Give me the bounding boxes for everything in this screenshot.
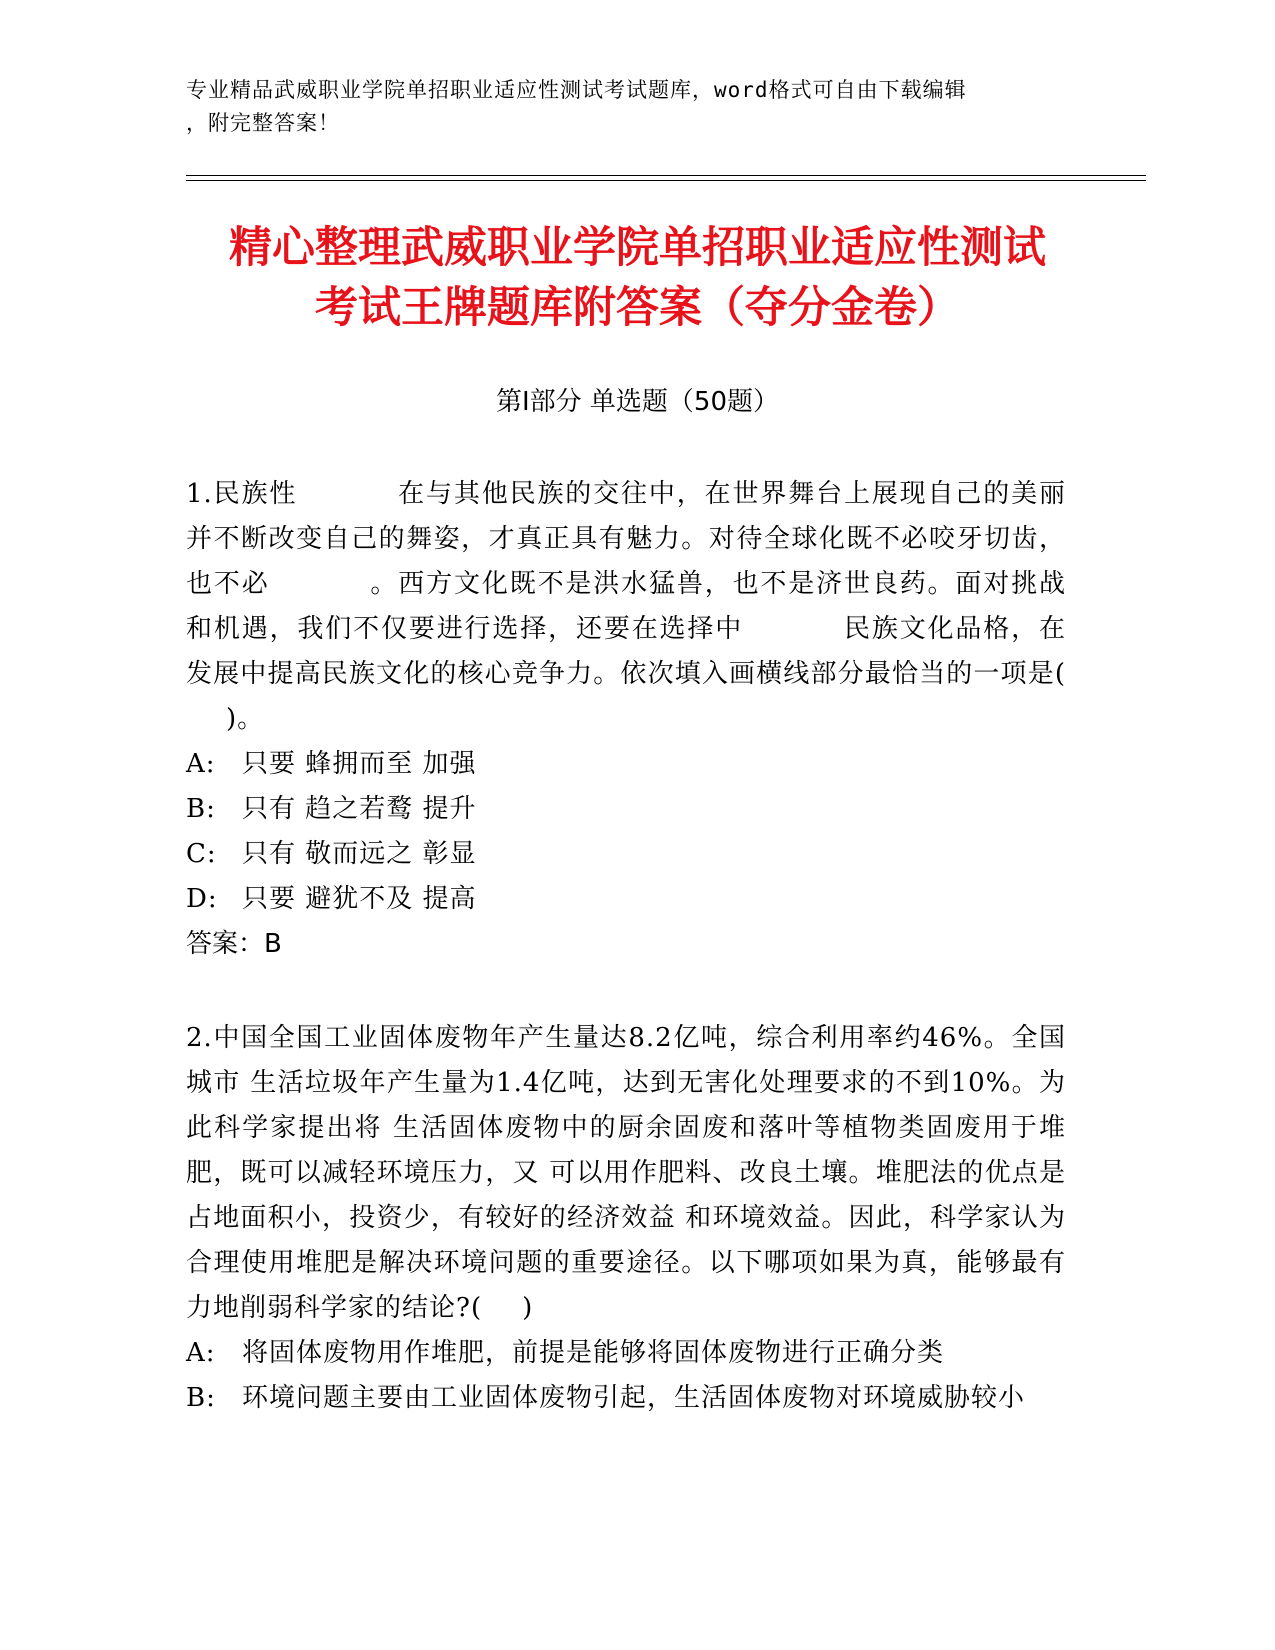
option-text: 只要 蜂拥而至 加强	[242, 749, 477, 779]
question-1-stem-part-5: )。	[226, 704, 265, 734]
option-text: 只要 避犹不及 提高	[242, 884, 477, 914]
document-title-line-1: 精心整理武威职业学院单招职业适应性测试	[229, 223, 1046, 273]
header-note	[186, 74, 1066, 140]
question-2-option-a	[186, 1331, 1066, 1376]
question-1-stem-part-2: 在与其他民族的交往中，在世界舞台上展现自己的美丽并不断改变自己的舞姿，才真正具有魅力。对待全球化既不必咬牙切齿，也不必	[186, 479, 1066, 599]
question-2-stem	[186, 1016, 1066, 1331]
section-title: 第Ⅰ部分 单选题（50题）	[495, 387, 780, 417]
header-rule-bottom	[186, 180, 1146, 181]
question-1-option-c	[186, 832, 1066, 877]
question-2-option-b	[186, 1376, 1066, 1421]
header-note-line-1: 专业精品武威职业学院单招职业适应性测试考试题库，word格式可自由下载编辑	[186, 78, 967, 102]
document-title	[160, 218, 1115, 338]
option-text: 将固体废物用作堆肥，前提是能够将固体废物进行正确分类	[242, 1338, 945, 1368]
header-rule-top	[186, 175, 1146, 176]
question-1-option-d	[186, 877, 1066, 922]
header-note-line-2: ，附完整答案！	[186, 111, 340, 135]
question-2-stem-part-2: )	[522, 1293, 534, 1323]
option-key: B:	[186, 794, 216, 824]
question-1-answer: 答案：B	[186, 929, 282, 959]
question-1-stem	[186, 472, 1066, 742]
option-text: 只有 敬而远之 彰显	[242, 839, 477, 869]
option-key: D:	[186, 884, 218, 914]
question-1-stem-part-1: 1.民族性	[186, 479, 298, 509]
option-key: C:	[186, 839, 217, 869]
question-2-stem-part-1: 2.中国全国工业固体废物年产生量达8.2亿吨，综合利用率约46%。全国城市 生活垃圾年产生量为1.4亿吨，达到无害化处理要求的不到10%。为此科学家提出将 生活固体废物中的厨余固废和落叶等植物类固废用于堆肥，既可以减轻环境压力，又 可以用作肥料、改良土壤。堆肥法的优点是占地面积小，投资少，有较好的经济效益 和环境效益。因此，科学家认为合理使用堆肥是解决环境问题的重要途径。以下哪项如果为真，能够最有力地削弱科学家的结论?(	[186, 1023, 1066, 1323]
question-1	[186, 472, 1066, 967]
option-text: 只有 趋之若鹜 提升	[242, 794, 477, 824]
question-1-option-b	[186, 787, 1066, 832]
option-key: B:	[186, 1383, 216, 1413]
option-key: A:	[186, 749, 216, 779]
question-1-stem-part-3: 。西方文化既不是洪水猛兽，也不是济世良药。面对挑战和机遇，我们不仅要进行选择，还要在选择中	[186, 569, 1066, 644]
option-text: 环境问题主要由工业固体废物引起，生活固体废物对环境威胁较小	[242, 1383, 1026, 1413]
question-1-option-a	[186, 742, 1066, 787]
question-1-stem-part-4: 民族文化品格，在发展中提高民族文化的核心竞争力。依次填入画横线部分最恰当的一项是(	[186, 614, 1066, 689]
document-title-line-2: 考试王牌题库附答案（夺分金卷）	[315, 283, 960, 333]
option-key: A:	[186, 1338, 216, 1368]
question-2	[186, 1016, 1066, 1421]
